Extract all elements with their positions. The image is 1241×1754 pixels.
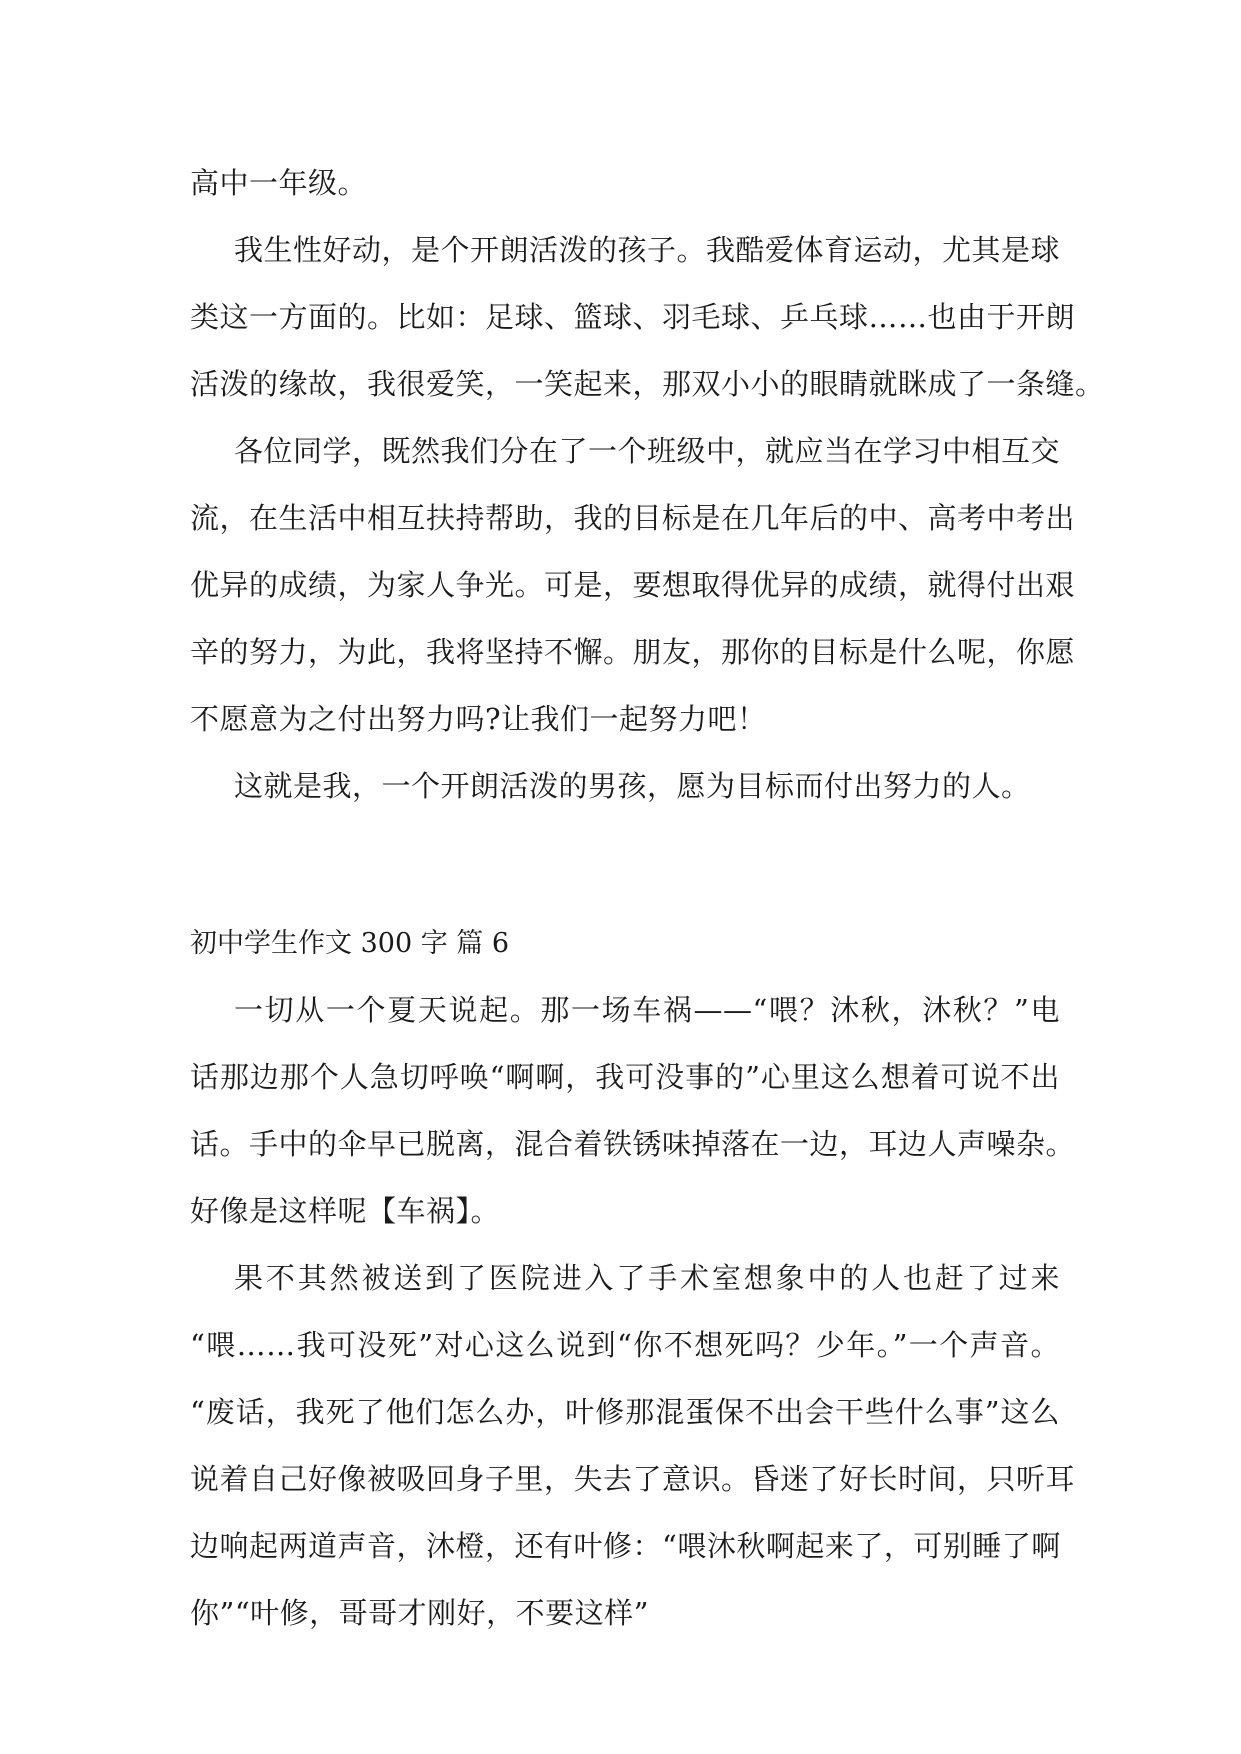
paragraph-self-intro — [190, 217, 1105, 418]
paragraph-line: 不愿意为之付出努力吗?让我们一起努力吧！ — [190, 702, 767, 736]
paragraph-line: 一切从一个夏天说起。那一场车祸——“喂？沐秋，沐秋？”电 — [234, 993, 1060, 1027]
section-heading: 初中学生作文 300 字 篇 6 — [190, 928, 510, 959]
paragraph-line: 流，在生活中相互扶持帮助，我的目标是在几年后的中、高考中考出 — [190, 501, 1076, 535]
paragraph-line: 优异的成绩，为家人争光。可是，要想取得优异的成绩，就得付出艰 — [190, 568, 1076, 602]
paragraph-line: 好像是这样呢【车祸】。 — [190, 1194, 501, 1228]
paragraph-line: 果不其然被送到了医院进入了手术室想象中的人也赶了过来 — [234, 1261, 1060, 1295]
intro-line: 高中一年级。 — [190, 166, 368, 200]
paragraph-line: 这就是我，一个开朗活泼的男孩，愿为目标而付出努力的人。 — [234, 769, 1031, 803]
document-page — [190, 150, 1105, 1647]
paragraph-line: 话。手中的伞早已脱离，混合着铁锈味掉落在一边，耳边人声噪杂。 — [190, 1127, 1076, 1161]
paragraph-line: 说着自己好像被吸回身子里，失去了意识。昏迷了好长时间，只听耳 — [190, 1462, 1076, 1496]
paragraph-line: 你”“叶修，哥哥才刚好，不要这样” — [190, 1596, 649, 1630]
paragraph-line: 活泼的缘故，我很爱笑，一笑起来，那双小小的眼睛就眯成了一条缝。 — [190, 367, 1105, 401]
section-paragraph-hospital — [190, 1245, 1076, 1647]
paragraph-goals — [190, 418, 1076, 753]
section-paragraph-accident — [190, 977, 1076, 1245]
paragraph-line: 我生性好动，是个开朗活泼的孩子。我酷爱体育运动，尤其是球 — [234, 233, 1061, 267]
paragraph-line: 话那边那个人急切呼唤“啊啊，我可没事的”心里这么想着可说不出 — [190, 1060, 1060, 1094]
paragraph-closing — [190, 753, 1060, 820]
paragraph-line: 辛的努力，为此，我将坚持不懈。朋友，那你的目标是什么呢，你愿 — [190, 635, 1076, 669]
paragraph-line: 各位同学，既然我们分在了一个班级中，就应当在学习中相互交 — [234, 434, 1061, 468]
paragraph-line: 类这一方面的。比如：足球、篮球、羽毛球、乒乓球……也由于开朗 — [190, 300, 1076, 334]
paragraph-line: 边响起两道声音，沐橙，还有叶修：“喂沐秋啊起来了，可别睡了啊 — [190, 1529, 1061, 1563]
paragraph-line: “废话，我死了他们怎么办，叶修那混蛋保不出会干些什么事”这么 — [190, 1395, 1060, 1429]
paragraph-line: “喂……我可没死”对心这么说到“你不想死吗？少年。”一个声音。 — [190, 1328, 1060, 1362]
section-spacer — [190, 820, 1060, 910]
